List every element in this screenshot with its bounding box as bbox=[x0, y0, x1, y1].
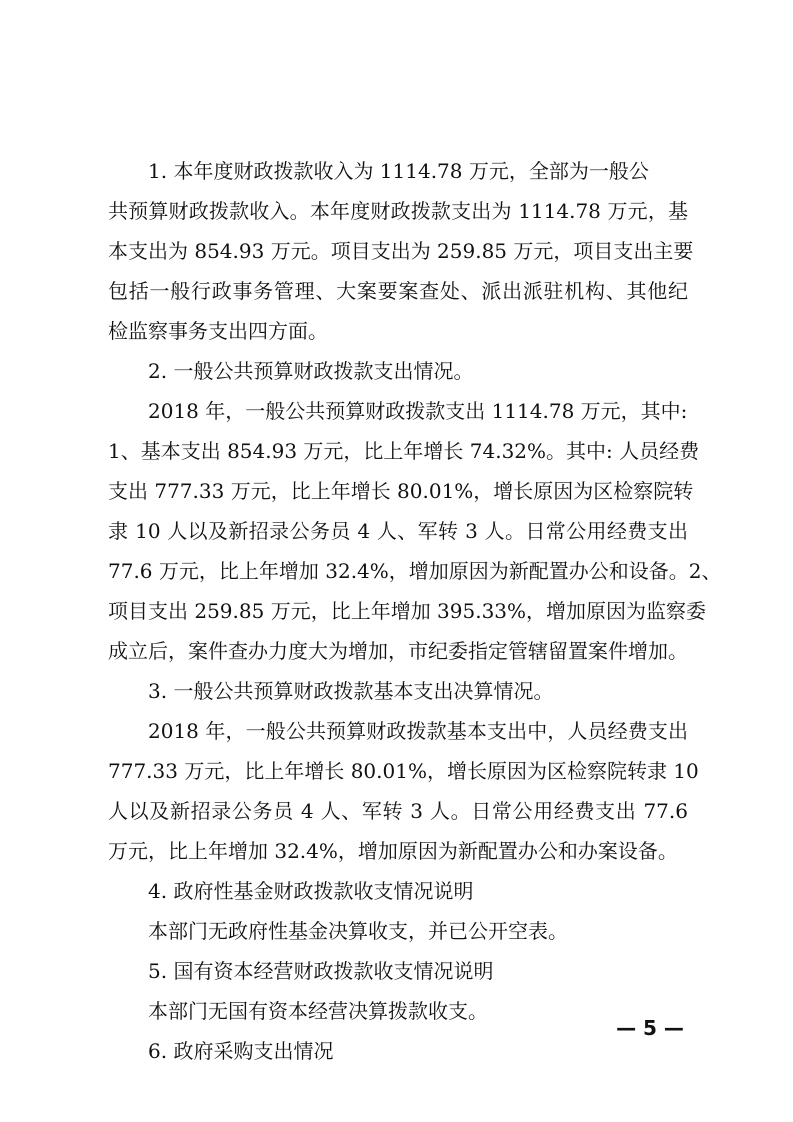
paragraph-line: 2018 年，一般公共预算财政拨款基本支出中，人员经费支出 bbox=[148, 719, 688, 743]
paragraph-line: 1、基本支出 854.93 万元，比上年增长 74.32%。其中: 人员经费 bbox=[108, 439, 700, 463]
paragraph-line: 隶 10 人以及新招录公务员 4 人、军转 3 人。日常公用经费支出 bbox=[108, 519, 688, 543]
paragraph-line: 本支出为 854.93 万元。项目支出为 259.85 万元，项目支出主要 bbox=[108, 239, 694, 263]
paragraph-line: 支出 777.33 万元，比上年增长 80.01%，增长原因为区检察院转 bbox=[108, 479, 694, 503]
page-number: — 5 — bbox=[616, 1016, 684, 1040]
paragraph-line: 人以及新招录公务员 4 人、军转 3 人。日常公用经费支出 77.6 bbox=[108, 799, 688, 823]
paragraph-line: 本部门无政府性基金决算收支，并已公开空表。 bbox=[148, 919, 568, 943]
section-heading: 3. 一般公共预算财政拨款基本支出决算情况。 bbox=[148, 679, 554, 703]
paragraph-line: 共预算财政拨款收入。本年度财政拨款支出为 1114.78 万元，基 bbox=[108, 199, 688, 223]
paragraph-line: 检监察事务支出四方面。 bbox=[108, 319, 328, 343]
paragraph-line: 2018 年，一般公共预算财政拨款支出 1114.78 万元，其中: bbox=[148, 399, 688, 423]
paragraph-line: 77.6 万元，比上年增加 32.4%，增加原因为新配置办公和设备。2、 bbox=[108, 559, 722, 583]
section-heading: 2. 一般公共预算财政拨款支出情况。 bbox=[148, 359, 474, 383]
section-heading: 6. 政府采购支出情况 bbox=[148, 1039, 334, 1063]
section-heading: 4. 政府性基金财政拨款收支情况说明 bbox=[148, 879, 474, 903]
paragraph-line: 1. 本年度财政拨款收入为 1114.78 万元，全部为一般公 bbox=[148, 159, 649, 183]
paragraph-line: 包括一般行政事务管理、大案要案查处、派出派驻机构、其他纪 bbox=[108, 279, 688, 303]
paragraph-line: 本部门无国有资本经营决算拨款收支。 bbox=[148, 999, 488, 1023]
paragraph-line: 项目支出 259.85 万元，比上年增加 395.33%，增加原因为监察委 bbox=[108, 599, 707, 623]
paragraph-line: 成立后，案件查办力度大为增加，市纪委指定管辖留置案件增加。 bbox=[108, 639, 688, 663]
paragraph-line: 万元，比上年增加 32.4%，增加原因为新配置办公和办案设备。 bbox=[108, 839, 678, 863]
paragraph-line: 777.33 万元，比上年增长 80.01%，增长原因为区检察院转隶 10 bbox=[108, 759, 699, 783]
section-heading: 5. 国有资本经营财政拨款收支情况说明 bbox=[148, 959, 494, 983]
